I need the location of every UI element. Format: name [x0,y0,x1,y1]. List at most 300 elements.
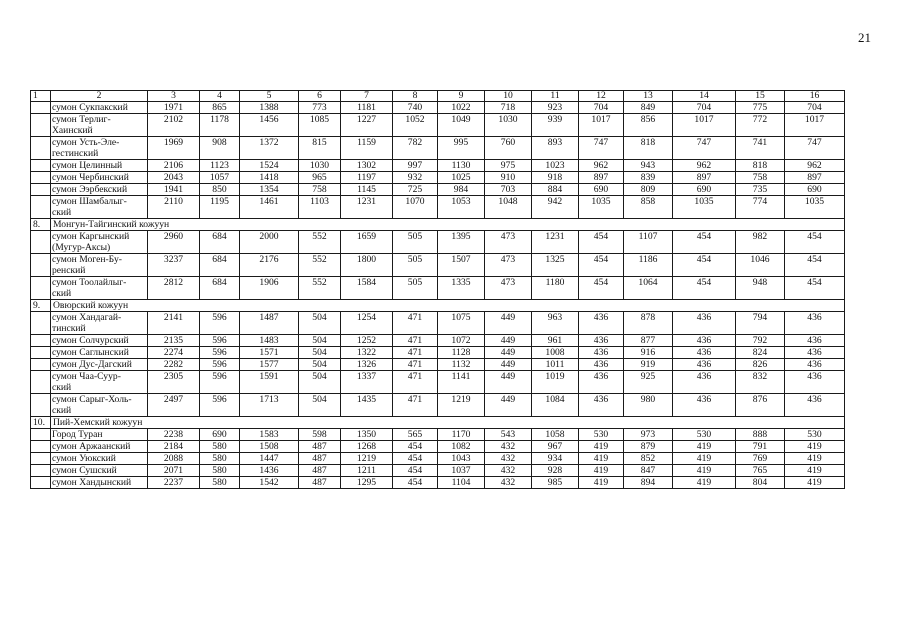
column-header: 4 [200,91,240,102]
value-cell: 419 [579,453,624,465]
value-cell: 1025 [438,172,485,184]
value-cell: 1800 [341,254,393,277]
row-number-cell [31,137,51,160]
value-cell: 965 [299,172,341,184]
value-cell: 1941 [148,184,200,196]
section-row [31,300,845,312]
value-cell: 436 [579,347,624,359]
value-cell: 1507 [438,254,485,277]
value-cell: 504 [299,371,341,394]
value-cell: 505 [393,277,438,300]
column-header: 1 [31,91,51,102]
value-cell: 985 [532,477,579,489]
value-cell: 596 [200,394,240,417]
table-row [31,114,845,137]
value-cell: 839 [624,172,673,184]
value-cell: 1072 [438,335,485,347]
value-cell: 852 [624,453,673,465]
value-cell: 818 [736,160,785,172]
value-cell: 436 [785,394,845,417]
value-cell: 454 [785,277,845,300]
value-cell: 2106 [148,160,200,172]
value-cell: 1170 [438,429,485,441]
value-cell: 897 [579,172,624,184]
value-cell: 684 [200,231,240,254]
value-cell: 454 [393,453,438,465]
value-cell: 758 [736,172,785,184]
value-cell: 454 [393,441,438,453]
value-cell: 934 [532,453,579,465]
settlement-name: сумон Усть-Эле- гестинский [51,137,148,160]
value-cell: 530 [579,429,624,441]
row-number-cell [31,277,51,300]
column-header: 9 [438,91,485,102]
value-cell: 984 [438,184,485,196]
value-cell: 982 [736,231,785,254]
table-body [31,91,845,489]
table-row [31,172,845,184]
column-header: 11 [532,91,579,102]
value-cell: 1035 [785,196,845,219]
value-cell: 1971 [148,102,200,114]
value-cell: 747 [785,137,845,160]
value-cell: 2141 [148,312,200,335]
value-cell: 918 [532,172,579,184]
value-cell: 473 [485,231,532,254]
value-cell: 504 [299,347,341,359]
value-cell: 765 [736,465,785,477]
value-cell: 1181 [341,102,393,114]
value-cell: 690 [200,429,240,441]
row-number-cell [31,196,51,219]
value-cell: 487 [299,465,341,477]
value-cell: 436 [579,335,624,347]
row-number-cell [31,477,51,489]
value-cell: 436 [785,335,845,347]
column-header: 15 [736,91,785,102]
settlement-name: сумон Тоолайлыг- ский [51,277,148,300]
value-cell: 1542 [240,477,299,489]
value-cell: 1659 [341,231,393,254]
value-cell: 596 [200,312,240,335]
value-cell: 471 [393,335,438,347]
value-cell: 530 [673,429,736,441]
value-cell: 419 [673,441,736,453]
value-cell: 1487 [240,312,299,335]
settlement-name: сумон Чаа-Суур- ский [51,371,148,394]
value-cell: 432 [485,453,532,465]
value-cell: 1508 [240,441,299,453]
value-cell: 3237 [148,254,200,277]
value-cell: 818 [624,137,673,160]
value-cell: 747 [579,137,624,160]
column-header: 2 [51,91,148,102]
value-cell: 826 [736,359,785,371]
value-cell: 473 [485,254,532,277]
value-cell: 436 [785,312,845,335]
row-number-cell [31,441,51,453]
value-cell: 2088 [148,453,200,465]
value-cell: 1017 [673,114,736,137]
value-cell: 419 [785,465,845,477]
value-cell: 1591 [240,371,299,394]
value-cell: 454 [579,254,624,277]
value-cell: 943 [624,160,673,172]
value-cell: 596 [200,371,240,394]
table-row [31,465,845,477]
settlement-name: сумон Сушский [51,465,148,477]
value-cell: 454 [579,231,624,254]
value-cell: 419 [673,453,736,465]
settlement-name: сумон Целинный [51,160,148,172]
value-cell: 703 [485,184,532,196]
value-cell: 504 [299,359,341,371]
value-cell: 962 [785,160,845,172]
value-cell: 923 [532,102,579,114]
value-cell: 760 [485,137,532,160]
column-header: 8 [393,91,438,102]
value-cell: 580 [200,465,240,477]
value-cell: 436 [673,359,736,371]
value-cell: 436 [673,347,736,359]
value-cell: 865 [200,102,240,114]
table-row [31,347,845,359]
value-cell: 1335 [438,277,485,300]
value-cell: 1252 [341,335,393,347]
value-cell: 598 [299,429,341,441]
value-cell: 1295 [341,477,393,489]
value-cell: 758 [299,184,341,196]
section-row [31,219,845,231]
page-number: 21 [858,30,871,45]
value-cell: 419 [579,477,624,489]
table-row [31,359,845,371]
value-cell: 690 [785,184,845,196]
value-cell: 454 [673,231,736,254]
row-number-cell [31,429,51,441]
value-cell: 973 [624,429,673,441]
column-header: 7 [341,91,393,102]
column-header: 10 [485,91,532,102]
value-cell: 1011 [532,359,579,371]
value-cell: 436 [673,312,736,335]
value-cell: 1178 [200,114,240,137]
value-cell: 893 [532,137,579,160]
value-cell: 1483 [240,335,299,347]
value-cell: 1302 [341,160,393,172]
value-cell: 1180 [532,277,579,300]
value-cell: 580 [200,453,240,465]
row-number-cell [31,312,51,335]
value-cell: 1372 [240,137,299,160]
settlement-name: сумон Чербинский [51,172,148,184]
value-cell: 1052 [393,114,438,137]
value-cell: 1583 [240,429,299,441]
value-cell: 436 [785,359,845,371]
value-cell: 718 [485,102,532,114]
value-cell: 856 [624,114,673,137]
value-cell: 487 [299,441,341,453]
value-cell: 1057 [200,172,240,184]
value-cell: 1049 [438,114,485,137]
table-row [31,196,845,219]
section-title: Монгун-Тайгинский кожуун [51,219,845,231]
value-cell: 772 [736,114,785,137]
value-cell: 1030 [485,114,532,137]
value-cell: 419 [579,441,624,453]
value-cell: 704 [579,102,624,114]
value-cell: 1195 [200,196,240,219]
value-cell: 1019 [532,371,579,394]
value-cell: 454 [579,277,624,300]
value-cell: 1128 [438,347,485,359]
value-cell: 436 [579,394,624,417]
value-cell: 2497 [148,394,200,417]
row-number-cell [31,335,51,347]
value-cell: 961 [532,335,579,347]
row-number-cell [31,359,51,371]
row-number-cell [31,184,51,196]
settlement-name: сумон Каргынский (Мугур-Аксы) [51,231,148,254]
settlement-name: сумон Хандынский [51,477,148,489]
value-cell: 1350 [341,429,393,441]
column-header: 13 [624,91,673,102]
column-header: 16 [785,91,845,102]
value-cell: 580 [200,441,240,453]
value-cell: 1254 [341,312,393,335]
value-cell: 419 [673,477,736,489]
value-cell: 552 [299,254,341,277]
value-cell: 1043 [438,453,485,465]
value-cell: 436 [579,359,624,371]
value-cell: 2184 [148,441,200,453]
value-cell: 980 [624,394,673,417]
row-number-cell [31,172,51,184]
value-cell: 1584 [341,277,393,300]
value-cell: 884 [532,184,579,196]
value-cell: 1447 [240,453,299,465]
settlement-name: сумон Сарыг-Холь- ский [51,394,148,417]
value-cell: 1159 [341,137,393,160]
value-cell: 1070 [393,196,438,219]
table-row [31,312,845,335]
value-cell: 1211 [341,465,393,477]
value-cell: 879 [624,441,673,453]
settlement-name: сумон Сукпакский [51,102,148,114]
value-cell: 487 [299,453,341,465]
value-cell: 2238 [148,429,200,441]
data-table [30,90,845,489]
value-cell: 1145 [341,184,393,196]
value-cell: 791 [736,441,785,453]
table-row [31,394,845,417]
value-cell: 997 [393,160,438,172]
table-row [31,429,845,441]
value-cell: 919 [624,359,673,371]
column-header: 3 [148,91,200,102]
value-cell: 850 [200,184,240,196]
value-cell: 1123 [200,160,240,172]
value-cell: 782 [393,137,438,160]
value-cell: 908 [200,137,240,160]
value-cell: 897 [785,172,845,184]
value-cell: 1435 [341,394,393,417]
table-row [31,335,845,347]
value-cell: 2110 [148,196,200,219]
value-cell: 543 [485,429,532,441]
value-cell: 792 [736,335,785,347]
value-cell: 740 [393,102,438,114]
row-number-cell [31,453,51,465]
value-cell: 928 [532,465,579,477]
value-cell: 432 [485,465,532,477]
value-cell: 888 [736,429,785,441]
value-cell: 948 [736,277,785,300]
value-cell: 1197 [341,172,393,184]
value-cell: 1132 [438,359,485,371]
section-number: 10. [31,417,51,429]
section-title: Пий-Хемский кожуун [51,417,845,429]
settlement-name: сумон Уюкский [51,453,148,465]
value-cell: 1030 [299,160,341,172]
column-header: 5 [240,91,299,102]
table-row [31,453,845,465]
value-cell: 436 [579,312,624,335]
value-cell: 473 [485,277,532,300]
value-cell: 775 [736,102,785,114]
value-cell: 690 [579,184,624,196]
value-cell: 471 [393,371,438,394]
table-row [31,371,845,394]
value-cell: 2282 [148,359,200,371]
value-cell: 1354 [240,184,299,196]
value-cell: 975 [485,160,532,172]
value-cell: 454 [673,254,736,277]
settlement-name: сумон Моген-Бу- ренский [51,254,148,277]
value-cell: 897 [673,172,736,184]
value-cell: 419 [673,465,736,477]
value-cell: 1023 [532,160,579,172]
value-cell: 995 [438,137,485,160]
value-cell: 1395 [438,231,485,254]
value-cell: 804 [736,477,785,489]
table-row [31,137,845,160]
value-cell: 2135 [148,335,200,347]
value-cell: 1085 [299,114,341,137]
value-cell: 1035 [673,196,736,219]
section-title: Овюрский кожуун [51,300,845,312]
value-cell: 449 [485,359,532,371]
value-cell: 1322 [341,347,393,359]
value-cell: 419 [785,441,845,453]
row-number-cell [31,371,51,394]
column-header: 12 [579,91,624,102]
value-cell: 894 [624,477,673,489]
settlement-name: сумон Ээрбекский [51,184,148,196]
value-cell: 877 [624,335,673,347]
value-cell: 471 [393,359,438,371]
table-row [31,277,845,300]
settlement-name: сумон Хандагай- тинский [51,312,148,335]
value-cell: 1713 [240,394,299,417]
value-cell: 471 [393,394,438,417]
settlement-name: сумон Саглынский [51,347,148,359]
settlement-name: сумон Шамбалыг- ский [51,196,148,219]
row-number-cell [31,114,51,137]
header-row [31,91,845,102]
value-cell: 704 [785,102,845,114]
value-cell: 2274 [148,347,200,359]
value-cell: 471 [393,312,438,335]
value-cell: 769 [736,453,785,465]
value-cell: 454 [393,465,438,477]
value-cell: 876 [736,394,785,417]
value-cell: 432 [485,441,532,453]
value-cell: 1082 [438,441,485,453]
row-number-cell [31,347,51,359]
settlement-name: сумон Аржаанский [51,441,148,453]
value-cell: 505 [393,254,438,277]
value-cell: 1048 [485,196,532,219]
value-cell: 504 [299,312,341,335]
value-cell: 832 [736,371,785,394]
value-cell: 1141 [438,371,485,394]
section-number: 8. [31,219,51,231]
value-cell: 747 [673,137,736,160]
value-cell: 794 [736,312,785,335]
table-row [31,160,845,172]
value-cell: 1075 [438,312,485,335]
value-cell: 596 [200,335,240,347]
value-cell: 1064 [624,277,673,300]
value-cell: 1268 [341,441,393,453]
value-cell: 735 [736,184,785,196]
value-cell: 1436 [240,465,299,477]
value-cell: 454 [785,231,845,254]
value-cell: 2043 [148,172,200,184]
value-cell: 1017 [579,114,624,137]
value-cell: 690 [673,184,736,196]
value-cell: 505 [393,231,438,254]
value-cell: 449 [485,312,532,335]
value-cell: 2071 [148,465,200,477]
value-cell: 809 [624,184,673,196]
value-cell: 963 [532,312,579,335]
value-cell: 1107 [624,231,673,254]
value-cell: 436 [579,371,624,394]
value-cell: 565 [393,429,438,441]
value-cell: 916 [624,347,673,359]
value-cell: 962 [673,160,736,172]
value-cell: 684 [200,254,240,277]
value-cell: 2237 [148,477,200,489]
value-cell: 2960 [148,231,200,254]
table-row [31,477,845,489]
value-cell: 2000 [240,231,299,254]
value-cell: 1231 [532,231,579,254]
value-cell: 1104 [438,477,485,489]
value-cell: 1325 [532,254,579,277]
settlement-name: сумон Дус-Дагский [51,359,148,371]
value-cell: 596 [200,347,240,359]
value-cell: 1008 [532,347,579,359]
value-cell: 704 [673,102,736,114]
value-cell: 849 [624,102,673,114]
value-cell: 1577 [240,359,299,371]
column-header: 14 [673,91,736,102]
section-number: 9. [31,300,51,312]
value-cell: 449 [485,394,532,417]
